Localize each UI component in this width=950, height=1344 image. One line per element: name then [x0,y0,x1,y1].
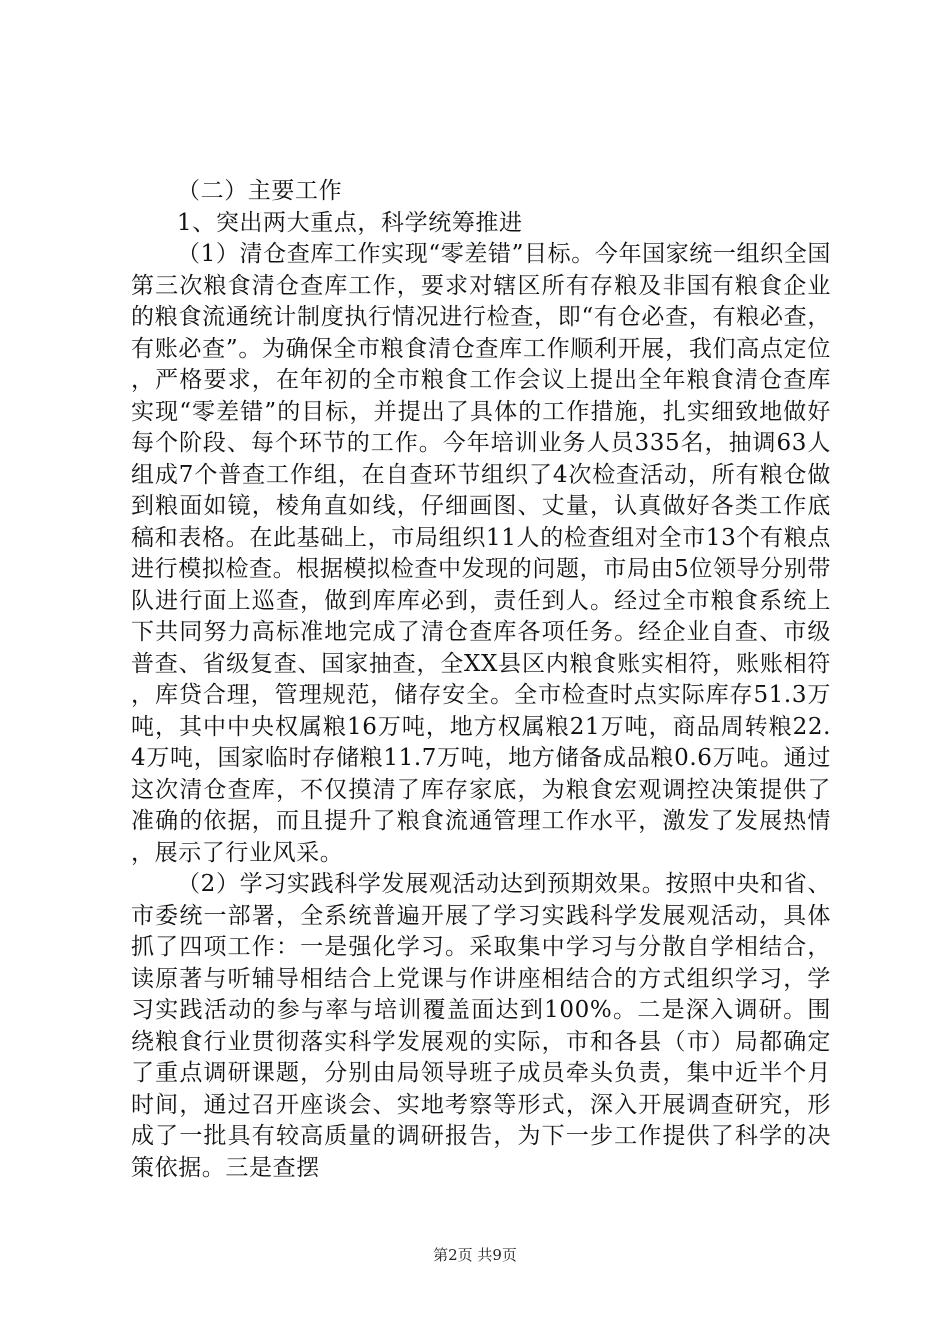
subheading: 1、突出两大重点，科学统筹推进 [177,209,523,236]
document-body [131,176,831,1184]
section-heading: （二）主要工作 [177,178,343,204]
page-footer [0,1244,950,1265]
page-number-label: 第2页 共9页 [433,1246,517,1264]
paragraph-1: （1）清仓查库工作实现“零差错”目标。今年国家统一组织全国第三次粮食清仓查库工作，要求对辖区所有存粮及非国有粮食企业的粮食流通统计制度执行情况进行检查，即“有仓必查，有粮必查，有账必查”。为确保全市粮食清仓查库工作顺利开展，我们高点定位，严格要求，在年初的全市粮食工作会议上提出全年粮食清仓查库实现“零差错”的目标，并提出了具体的工作措施，扎实细致地做好每个阶段、每个环节的工作。今年培训业务人员335名，抽调63人组成7个普查工作组，在自查环节组织了4次检查活动，所有粮仓做到粮面如镜，棱角直如线，仔细画图、丈量，认真做好各类工作底稿和表格。在此基础上，市局组织11人的检查组对全市13个有粮点进行模拟检查。根据模拟检查中发现的问题，市局由5位领导分别带队进行面上巡查，做到库库必到，责任到人。经过全市粮食系统上下共同努力高标准地完成了清仓查库各项任务。经企业自查、市级普查、省级复查、国家抽查，全XX县区内粮食账实相符，账账相符，库贷合理，管理规范，储存安全。全市检查时点实际库存51.3万吨，其中中央权属粮16万吨，地方权属粮21万吨，商品周转粮22.4万吨，国家临时存储粮11.7万吨，地方储备成品粮0.6万吨。通过这次清仓查库，不仅摸清了库存家底，为粮食宏观调控决策提供了准确的依据，而且提升了粮食流通管理工作水平，激发了发展热情，展示了行业风采。 [131,241,831,866]
paragraph-2: （2）学习实践科学发展观活动达到预期效果。按照中央和省、市委统一部署，全系统普遍开展了学习实践科学发展观活动，具体抓了四项工作：一是强化学习。采取集中学习与分散自学相结合，读原著与听辅导相结合上党课与作讲座相结合的方式组织学习，学习实践活动的参与率与培训覆盖面达到100%。二是深入调研。围绕粮食行业贯彻落实科学发展观的实际，市和各县（市）局都确定了重点调研课题，分别由局领导班子成员牵头负责，集中近半个月时间，通过召开座谈会、实地考察等形式，深入开展调查研究，形成了一批具有较高质量的调研报告，为下一步工作提供了科学的决策依据。三是查摆 [131,871,831,1181]
